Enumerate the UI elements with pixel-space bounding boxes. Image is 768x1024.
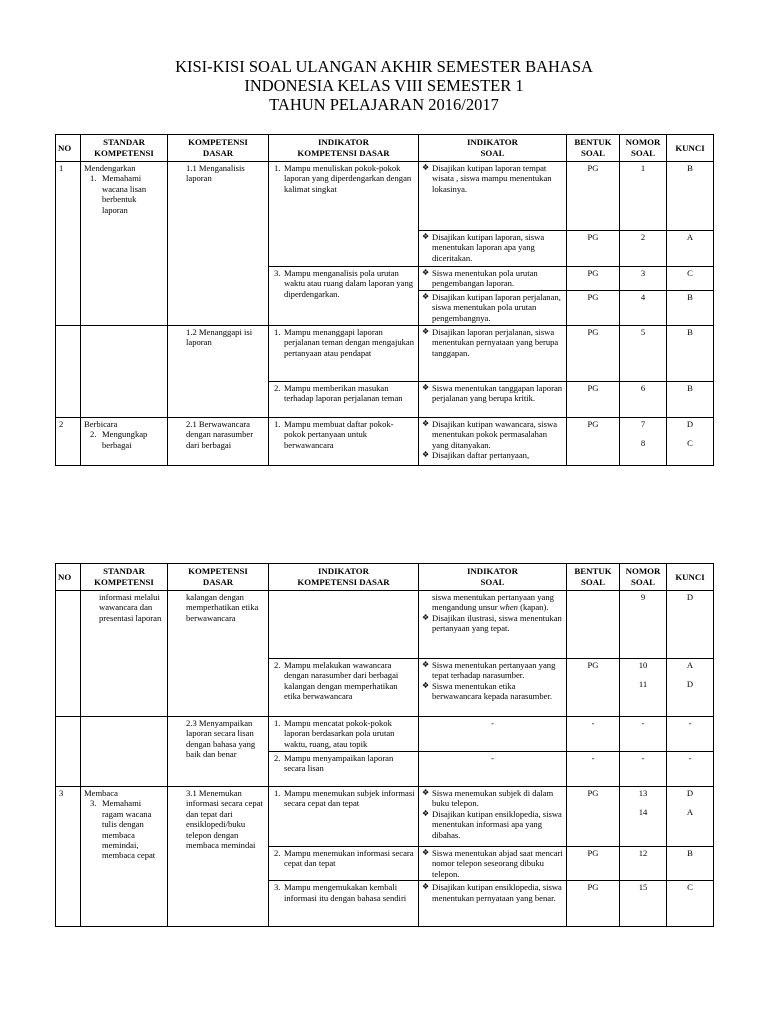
cell-nomor-soal xyxy=(620,787,667,847)
nomor-soal-value: 10 xyxy=(638,660,648,670)
cell-standar-kompetensi xyxy=(81,418,168,466)
cell-nomor-soal xyxy=(620,418,667,466)
diamond-bullet-icon: ❖ xyxy=(422,808,430,818)
nomor-soal-value: 8 xyxy=(640,438,646,449)
title-line-3: TAHUN PELAJARAN 2016/2017 xyxy=(269,95,499,114)
kunci-value: A xyxy=(686,660,694,670)
diamond-bullet-icon: ❖ xyxy=(422,788,430,797)
indikator-soal-item: ❖ Disajikan kutipan ensiklopedia, siswa menentukan informasi apa yang dibahas. xyxy=(422,808,562,840)
cell-no: 2 xyxy=(56,418,81,466)
diamond-bullet-icon: ❖ xyxy=(422,612,430,622)
indikator-soal-item: ❖ Siswa menentukan tanggapan laporan perjalanan yang berupa kritik. xyxy=(422,383,563,404)
cell-indikator-soal xyxy=(419,162,567,231)
indikator-soal-item: ❖ Siswa menentukan etika berwawancara kepada narasumber. xyxy=(422,680,553,702)
indikator-item: 1. Mampu membuat daftar pokok-pokok pertanyaan untuk berwawancara xyxy=(274,419,394,450)
diamond-bullet-icon: ❖ xyxy=(422,660,430,669)
header-kunci: KUNCI xyxy=(667,135,714,162)
cell-indikator-soal xyxy=(419,291,567,326)
cell-indikator-kd xyxy=(269,326,419,382)
indikator-item: 2. Mampu melakukan wawancara dengan narasumber dari berbagai kalangan dengan memperhatikan etika berwawancara xyxy=(274,660,399,702)
cell-bentuk-soal: PG xyxy=(567,847,620,881)
indikator-soal-item: ❖ Siswa menentukan pertanyaan yang tepat terhadap narasumber. xyxy=(422,660,556,681)
cell-kompetensi-dasar: 1.2 Menanggapi isi laporan xyxy=(168,326,269,418)
indikator-item: 2. Mampu memberikan masukan terhadap laporan perjalanan teman xyxy=(274,383,403,404)
sk-item: 3. Memahami ragam wacana tulis dengan membaca memindai, membaca cepat xyxy=(90,798,156,861)
cell-kompetensi-dasar: kalangan dengan memperhatikan etika berwawancara xyxy=(168,591,269,717)
cell-nomor-soal xyxy=(620,659,667,717)
cell-bentuk-soal: - xyxy=(567,752,620,787)
cell-kunci xyxy=(667,659,714,717)
cell-kunci xyxy=(667,787,714,847)
indikator-soal-item: ❖ Siswa menentukan abjad saat mencari nomor telepon seseorang dibuku telepon. xyxy=(422,848,563,879)
cell-kunci: B xyxy=(667,291,714,326)
cell-standar-kompetensi xyxy=(81,326,168,418)
table-row xyxy=(56,591,714,659)
cell-kunci: D xyxy=(667,591,714,659)
cell-standar-kompetensi xyxy=(81,162,168,326)
diamond-bullet-icon: ❖ xyxy=(422,680,430,690)
cell-indikator-soal xyxy=(419,418,567,466)
kunci-value: A xyxy=(686,807,694,818)
diamond-bullet-icon: ❖ xyxy=(422,450,430,460)
sk-heading: Membaca xyxy=(84,788,118,798)
header-bentuk-soal: BENTUK SOAL xyxy=(567,564,620,591)
diamond-bullet-icon: ❖ xyxy=(422,327,430,336)
indikator-soal-item: ❖ Siswa menemukan subjek di dalam buku telepon. xyxy=(422,788,554,809)
cell-bentuk-soal: PG xyxy=(567,326,620,382)
indikator-item: 2. Mampu menyampaikan laporan secara lisan xyxy=(274,753,394,774)
title-line-2: INDONESIA KELAS VIII SEMESTER 1 xyxy=(244,76,524,95)
cell-indikator-kd xyxy=(269,659,419,717)
diamond-bullet-icon: ❖ xyxy=(422,419,430,428)
indikator-item: 1. Mampu menemukan subjek informasi secara cepat dan tepat xyxy=(274,788,415,809)
cell-kunci: A xyxy=(667,231,714,267)
cell-nomor-soal: 4 xyxy=(620,291,667,326)
header-indikator-soal: INDIKATOR SOAL xyxy=(419,135,567,162)
cell-indikator-soal xyxy=(419,847,567,881)
cell-bentuk-soal: PG xyxy=(567,418,620,466)
cell-bentuk-soal: PG xyxy=(567,267,620,291)
sk-heading: Mendengarkan xyxy=(84,163,136,173)
cell-no xyxy=(56,326,81,418)
kunci-value: D xyxy=(686,419,694,429)
cell-nomor-soal: 5 xyxy=(620,326,667,382)
header-kompetensi-dasar: KOMPETENSI DASAR xyxy=(168,135,269,162)
cell-kompetensi-dasar: 2.3 Menyampaikan laporan secara lisan dengan bahasa yang baik dan benar xyxy=(168,717,269,787)
cell-indikator-kd xyxy=(269,267,419,326)
table-header-row xyxy=(56,135,714,162)
header-nomor-soal: NOMOR SOAL xyxy=(620,135,667,162)
cell-no xyxy=(56,591,81,717)
cell-indikator-kd xyxy=(269,847,419,881)
cell-standar-kompetensi xyxy=(81,787,168,927)
cell-kunci: B xyxy=(667,847,714,881)
cell-indikator-soal xyxy=(419,231,567,267)
cell-nomor-soal: 1 xyxy=(620,162,667,231)
cell-indikator-soal xyxy=(419,659,567,717)
cell-indikator-kd xyxy=(269,162,419,267)
diamond-bullet-icon: ❖ xyxy=(422,268,430,277)
diamond-bullet-icon: ❖ xyxy=(422,292,430,301)
indikator-soal-item: ❖ Siswa menentukan pola urutan pengembangan laporan. xyxy=(422,268,538,289)
indikator-soal-item: ❖ Disajikan daftar pertanyaan, xyxy=(422,450,530,461)
indikator-soal-item: ❖ Disajikan kutipan ensiklopedia, siswa menentukan pernyataan yang benar. xyxy=(422,882,562,903)
header-bentuk-soal: BENTUK SOAL xyxy=(567,135,620,162)
cell-nomor-soal: - xyxy=(620,717,667,752)
indikator-item: 1. Mampu menuliskan pokok-pokok laporan yang diperdengarkan dengan kalimat singkat xyxy=(274,163,412,194)
sk-item: 2. Mengungkap berbagai xyxy=(90,429,148,450)
cell-nomor-soal: 15 xyxy=(620,881,667,927)
cell-no xyxy=(56,717,81,787)
header-no: NO xyxy=(56,135,81,162)
indikator-item: 3. Mampu menganalisis pola urutan waktu atau ruang dalam laporan yang diperdengarkan. xyxy=(274,268,414,299)
kunci-value: D xyxy=(686,679,694,690)
cell-bentuk-soal: PG xyxy=(567,291,620,326)
cell-kompetensi-dasar: 1.1 Menganalisis laporan xyxy=(168,162,269,326)
cell-indikator-kd xyxy=(269,881,419,927)
cell-indikator-soal xyxy=(419,382,567,418)
table-row xyxy=(56,418,714,466)
indikator-soal-item: ❖ Disajikan laporan perjalanan, siswa menentukan pernyataan yang berupa tanggapan. xyxy=(422,327,559,358)
header-standar-kompetensi: STANDAR KOMPETENSI xyxy=(81,135,168,162)
header-no: NO xyxy=(56,564,81,591)
table-row xyxy=(56,787,714,847)
indikator-soal-item: siswa menentukan pertanyaan yang mengandung unsur when (kapan). xyxy=(432,592,554,613)
cell-indikator-soal xyxy=(419,881,567,927)
cell-indikator-kd xyxy=(269,418,419,466)
cell-nomor-soal: 6 xyxy=(620,382,667,418)
cell-indikator-kd xyxy=(269,591,419,659)
header-nomor-soal: NOMOR SOAL xyxy=(620,564,667,591)
indikator-soal-item: ❖ Disajikan kutipan laporan, siswa menentukan laporan apa yang diceritakan. xyxy=(422,232,545,263)
diamond-bullet-icon: ❖ xyxy=(422,882,430,892)
indikator-soal-item: ❖ Disajikan ilustrasi, siswa menentukan pertanyaan yang tepat. xyxy=(422,612,562,634)
cell-indikator-kd xyxy=(269,752,419,787)
cell-nomor-soal: 12 xyxy=(620,847,667,881)
header-indikator-kompetensi-dasar: INDIKATOR KOMPETENSI DASAR xyxy=(269,564,419,591)
diamond-bullet-icon: ❖ xyxy=(422,232,430,241)
diamond-bullet-icon: ❖ xyxy=(422,848,430,857)
cell-indikator-soal xyxy=(419,787,567,847)
cell-no: 3 xyxy=(56,787,81,927)
cell-indikator-kd xyxy=(269,717,419,752)
cell-kunci: B xyxy=(667,326,714,382)
cell-bentuk-soal xyxy=(567,591,620,659)
cell-no: 1 xyxy=(56,162,81,326)
nomor-soal-value: 13 xyxy=(638,788,648,798)
cell-indikator-soal xyxy=(419,591,567,659)
table-row xyxy=(56,326,714,382)
cell-nomor-soal: 3 xyxy=(620,267,667,291)
cell-kompetensi-dasar: 2.1 Berwawancara dengan narasumber dari berbagai xyxy=(168,418,269,466)
header-indikator-soal: INDIKATOR SOAL xyxy=(419,564,567,591)
cell-standar-kompetensi xyxy=(81,717,168,787)
sk-item: 1. Memahami wacana lisan berbentuk laporan xyxy=(90,173,147,215)
cell-kunci: C xyxy=(667,267,714,291)
cell-bentuk-soal: - xyxy=(567,717,620,752)
indikator-soal-item: ❖ Disajikan kutipan laporan perjalanan, siswa menentukan pola urutan pengembangnya. xyxy=(422,292,561,323)
cell-bentuk-soal: PG xyxy=(567,881,620,927)
header-kunci: KUNCI xyxy=(667,564,714,591)
nomor-soal-value: 7 xyxy=(640,419,646,429)
kisi-table-page-1 xyxy=(55,134,714,466)
indikator-item: 3. Mampu mengemukakan kembali informasi itu dengan bahasa sendiri xyxy=(274,882,407,903)
cell-bentuk-soal: PG xyxy=(567,382,620,418)
cell-bentuk-soal: PG xyxy=(567,659,620,717)
cell-nomor-soal: - xyxy=(620,752,667,787)
title-line-1: KISI-KISI SOAL ULANGAN AKHIR SEMESTER BAHASA xyxy=(175,57,593,76)
cell-kunci xyxy=(667,418,714,466)
cell-nomor-soal: 9 xyxy=(620,591,667,659)
sk-heading: Berbicara xyxy=(84,419,118,429)
nomor-soal-value: 14 xyxy=(638,807,648,818)
cell-indikator-soal xyxy=(419,326,567,382)
document-title xyxy=(0,57,768,114)
cell-bentuk-soal: PG xyxy=(567,162,620,231)
cell-indikator-soal: - xyxy=(419,752,567,787)
kunci-value: C xyxy=(687,438,693,449)
table-row xyxy=(56,717,714,752)
cell-indikator-kd xyxy=(269,382,419,418)
indikator-item: 1. Mampu mencatat pokok-pokok laporan berdasarkan pola urutan waktu, ruang, atau topik xyxy=(274,718,395,749)
cell-bentuk-soal: PG xyxy=(567,231,620,267)
header-kompetensi-dasar: KOMPETENSI DASAR xyxy=(168,564,269,591)
cell-kunci: B xyxy=(667,162,714,231)
cell-kunci: C xyxy=(667,881,714,927)
cell-nomor-soal: 2 xyxy=(620,231,667,267)
diamond-bullet-icon: ❖ xyxy=(422,163,430,172)
cell-kunci: - xyxy=(667,717,714,752)
header-standar-kompetensi: STANDAR KOMPETENSI xyxy=(81,564,168,591)
diamond-bullet-icon: ❖ xyxy=(422,383,430,392)
cell-kompetensi-dasar: 3.1 Menemukan informasi secara cepat dan tepat dari ensiklopedi/buku telepon dengan membaca memindai xyxy=(168,787,269,927)
indikator-soal-item: ❖ Disajikan kutipan wawancara, siswa menentukan pokok permasalahan yang ditanyakan. xyxy=(422,419,558,450)
cell-indikator-kd xyxy=(269,787,419,847)
cell-kunci: - xyxy=(667,752,714,787)
cell-indikator-soal: - xyxy=(419,717,567,752)
nomor-soal-value: 11 xyxy=(638,679,648,690)
cell-indikator-soal xyxy=(419,267,567,291)
cell-kunci: B xyxy=(667,382,714,418)
indikator-soal-item: ❖ Disajikan kutipan laporan tempat wisata , siswa mampu menentukan lokasinya. xyxy=(422,163,552,194)
cell-bentuk-soal: PG xyxy=(567,787,620,847)
table-header-row xyxy=(56,564,714,591)
table-row xyxy=(56,162,714,231)
indikator-item: 2. Mampu menemukan informasi secara cepat dan tepat xyxy=(274,848,414,869)
kunci-value: D xyxy=(686,788,694,798)
kisi-table-page-2 xyxy=(55,563,714,927)
cell-standar-kompetensi: informasi melalui wawancara dan presentasi laporan xyxy=(81,591,168,717)
indikator-item: 1. Mampu menanggapi laporan perjalanan teman dengan mengajukan pertanyaan atau pendapat xyxy=(274,327,415,358)
header-indikator-kompetensi-dasar: INDIKATOR KOMPETENSI DASAR xyxy=(269,135,419,162)
